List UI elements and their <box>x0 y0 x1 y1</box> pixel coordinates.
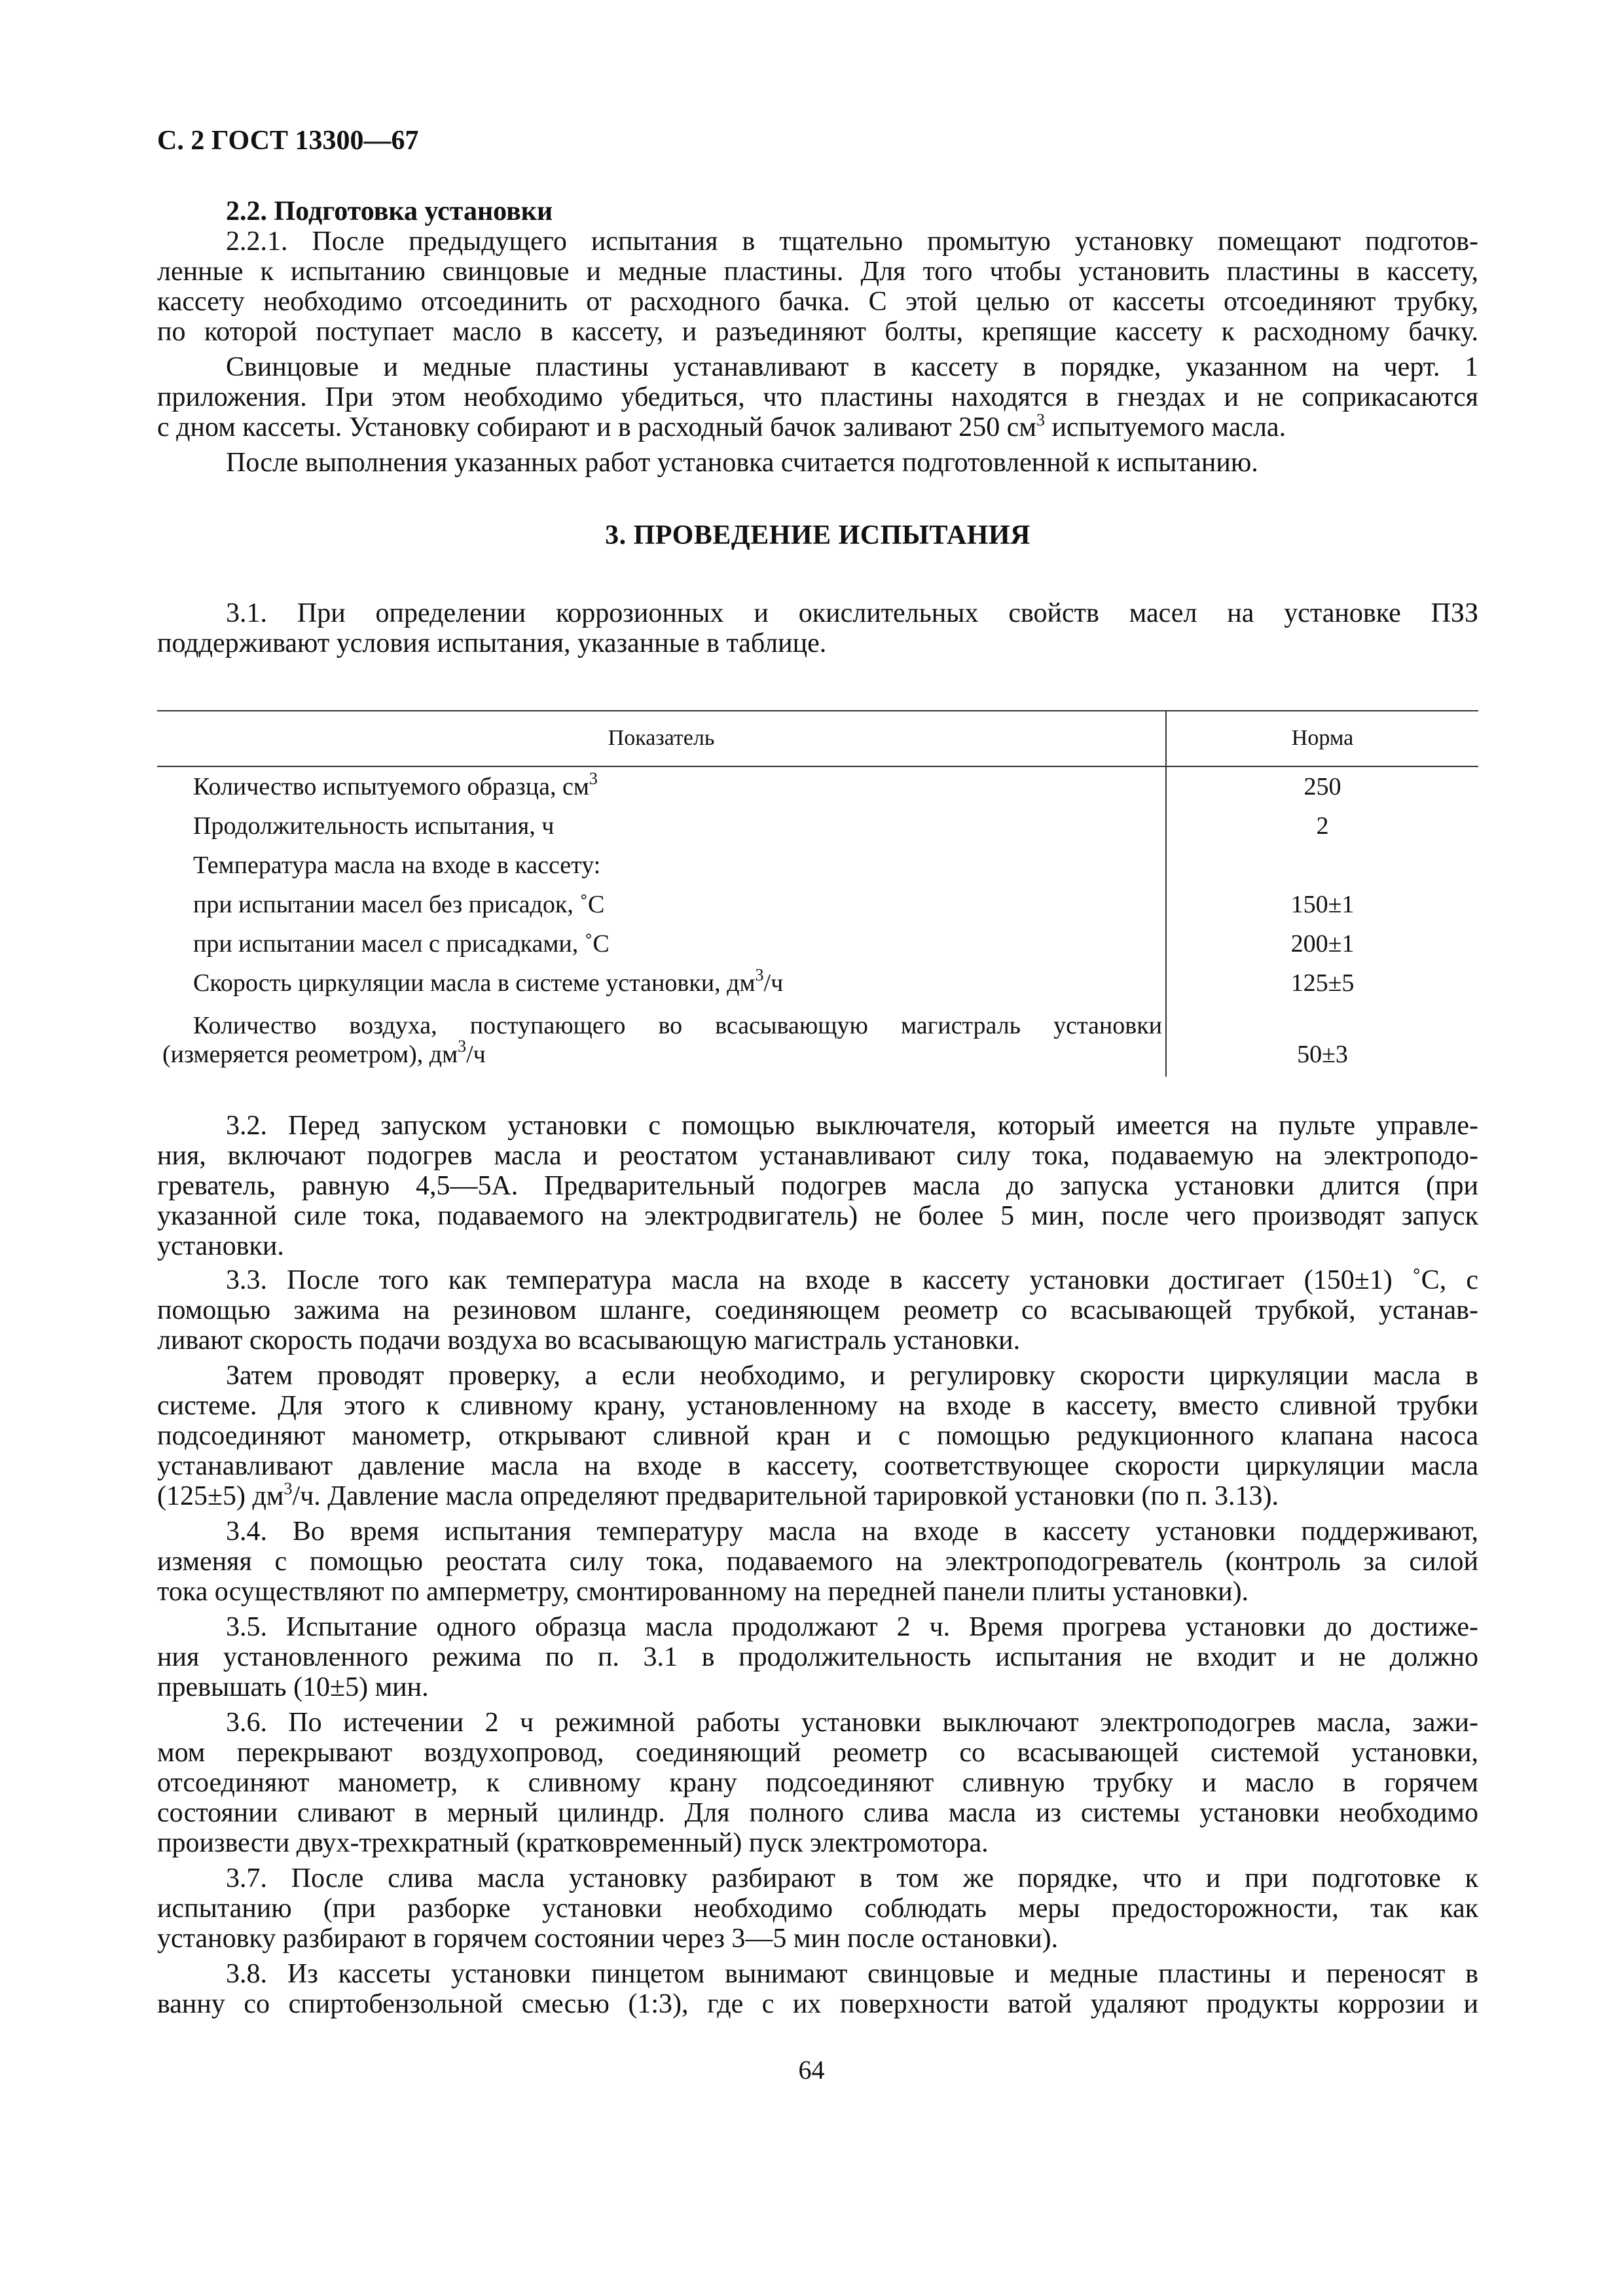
paragraph-line: 3.6. По истечении 2 ч режимной работы установки выключают электроподогрев масла, зажи- <box>226 1708 1478 1738</box>
paragraph-line: ленные к испытанию свинцовые и медные пластины. Для того чтобы установить пластины в кассету, <box>157 257 1478 287</box>
paragraph-line: превышать (10±5) мин. <box>157 1672 429 1702</box>
paragraph-line: с дном кассеты. Установку собирают и в расходный бачок заливают 250 $см^3$ испытуемого масла. <box>157 410 1286 442</box>
paragraph-line: отсоединяют манометр, к сливному крану подсоединяют сливную трубку и масло в горячем <box>157 1768 1478 1798</box>
table-header-rule <box>157 766 1478 767</box>
table-cell-indicator: при испытании масел с присадками, ˚С <box>193 930 610 958</box>
table-cell-norm: 250 <box>1304 773 1341 800</box>
paragraph-line: произвести двух-трехкратный (кратковременный) пуск электромотора. <box>157 1828 989 1858</box>
table-header-norm: Норма <box>1291 726 1354 750</box>
paragraph-line: 3.2. Перед запуском установки с помощью выключателя, который имеется на пульте управле- <box>226 1111 1478 1141</box>
table-cell-indicator: Температура масла на входе в кассету: <box>193 852 601 879</box>
paragraph-line: помощью зажима на резиновом шланге, соединяющем реометр со всасывающей трубкой, устанав- <box>157 1295 1478 1325</box>
table-cell-norm: 2 <box>1316 812 1329 840</box>
table-top-rule <box>157 710 1478 711</box>
table-column-rule <box>1165 710 1167 1077</box>
paragraph-line: ванну со спиртобензольной смесью (1:3), где с их поверхности ватой удаляют продукты коррозии и <box>157 1989 1478 2019</box>
section-2-2-title: 2.2. Подготовка установки <box>226 196 553 226</box>
paragraph-line: устанавливают давление масла на входе в кассету, соответствующее скорости циркуляции масла <box>157 1451 1478 1481</box>
paragraph-line: 3.7. После слива масла установку разбирают в том же порядке, что и при подготовке к <box>226 1863 1478 1893</box>
paragraph-line: Затем проводят проверку, а если необходимо, и регулировку скорости циркуляции масла в <box>226 1361 1478 1391</box>
running-header: С. 2 ГОСТ 13300—67 <box>157 126 419 156</box>
paragraph-line: подсоединяют манометр, открывают сливной кран и с помощью редукционного клапана насоса <box>157 1421 1478 1451</box>
paragraph-line: системе. Для этого к сливному крану, установленному на входе в кассету, вместо сливной трубки <box>157 1391 1478 1421</box>
table-cell-norm: 125±5 <box>1290 969 1355 997</box>
paragraph-line: греватель, равную 4,5—5А. Предварительный подогрев масла до запуска установки длится (при <box>157 1171 1478 1201</box>
page-number: 64 <box>798 2055 825 2085</box>
table-cell-indicator: Количество испытуемого образца, $см^3$ <box>193 769 598 800</box>
paragraph-line: 3.1. При определении коррозионных и окислительных свойств масел на установке ПЗЗ <box>226 598 1478 628</box>
paragraph-line: установку разбирают в горячем состоянии через 3—5 мин после остановки). <box>157 1924 1059 1954</box>
paragraph-line: испытанию (при разборке установки необходимо соблюдать меры предосторожности, так как <box>157 1893 1478 1924</box>
paragraph-line: состоянии сливают в мерный цилиндр. Для полного слива масла из системы установки необходимо <box>157 1798 1478 1828</box>
paragraph-line: по которой поступает масло в кассету, и разъединяют болты, крепящие кассету к расходному бачку. <box>157 317 1478 347</box>
table-cell-indicator: Продолжительность испытания, ч <box>193 812 555 840</box>
table-cell-norm: 150±1 <box>1290 891 1355 918</box>
paragraph-line: установки. <box>157 1231 284 1261</box>
paragraph-line: тока осуществляют по амперметру, смонтированному на передней панели плиты установки). <box>157 1577 1249 1607</box>
paragraph-line: кассету необходимо отсоединить от расходного бачка. С этой целью от кассеты отсоединяют трубку, <box>157 287 1478 317</box>
paragraph-line: Свинцовые и медные пластины устанавливают в кассету в порядке, указанном на черт. 1 <box>226 352 1478 382</box>
paragraph-line: 3.3. После того как температура масла на входе в кассету установки достигает (150±1) ˚С, с <box>226 1265 1478 1295</box>
paragraph-line: ния, включают подогрев масла и реостатом устанавливают силу тока, подаваемую на электроподо- <box>157 1141 1478 1171</box>
paragraph-line: изменяя с помощью реостата силу тока, подаваемого на электроподогреватель (контроль за силой <box>157 1547 1478 1577</box>
paragraph-line: ливают скорость подачи воздуха во всасывающую магистраль установки. <box>157 1325 1021 1355</box>
table-cell-norm: 50±3 <box>1297 1041 1348 1068</box>
paragraph-line: 3.5. Испытание одного образца масла продолжают 2 ч. Время прогрева установки до достиже- <box>226 1612 1478 1642</box>
paragraph-line: После выполнения указанных работ установка считается подготовленной к испытанию. <box>226 448 1258 478</box>
paragraph-line: 2.2.1. После предыдущего испытания в тщательно промытую установку помещают подготов- <box>226 226 1478 257</box>
table-header-indicator: Показатель <box>608 726 715 750</box>
paragraph-line: приложения. При этом необходимо убедиться, что пластины находятся в гнездах и не соприкасаются <box>157 382 1478 412</box>
section-3-title: 3. ПРОВЕДЕНИЕ ИСПЫТАНИЯ <box>605 520 1030 550</box>
paragraph-line: поддерживают условия испытания, указанные в таблице. <box>157 628 827 658</box>
paragraph-line: 3.4. Во время испытания температуру масла на входе в кассету установки поддерживают, <box>226 1516 1478 1547</box>
paragraph-line: указанной силе тока, подаваемого на электродвигатель) не более 5 мин, после чего производят запуск <box>157 1201 1478 1231</box>
table-cell-indicator: при испытании масел без присадок, ˚С <box>193 891 605 918</box>
table-cell-norm: 200±1 <box>1290 930 1355 958</box>
table-cell-indicator: (измеряется реометром), $дм^3/ч$ <box>162 1037 486 1068</box>
table-cell-indicator: Скорость циркуляции масла в системе установки, $дм^3/ч$ <box>193 965 784 997</box>
paragraph-line: ния установленного режима по п. 3.1 в продолжительность испытания не входит и не должно <box>157 1642 1478 1672</box>
paragraph-line: 3.8. Из кассеты установки пинцетом вынимают свинцовые и медные пластины и переносят в <box>226 1959 1478 1989</box>
paragraph-line: (125±5) $дм^3/ч$. Давление масла определяют предварительной тарировкой установки (по п. 3.13). <box>157 1479 1279 1511</box>
paragraph-line: мом перекрывают воздухопровод, соединяющий реометр со всасывающей системой установки, <box>157 1738 1478 1768</box>
table-cell-indicator: Количество воздуха, поступающего во всасывающую магистраль установки <box>193 1012 1162 1039</box>
